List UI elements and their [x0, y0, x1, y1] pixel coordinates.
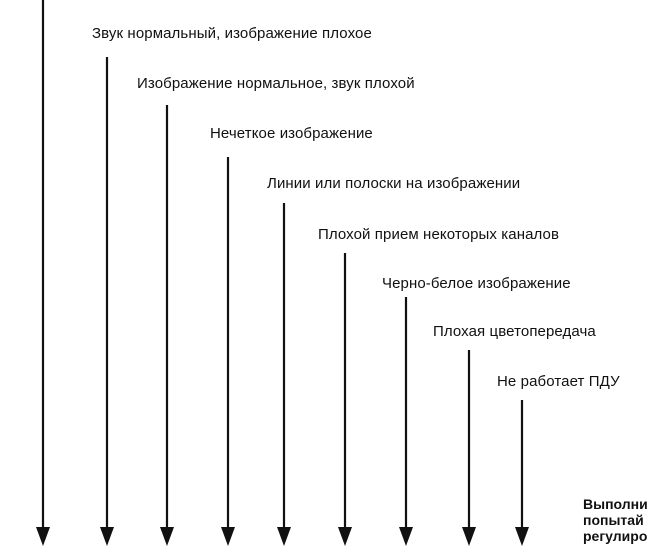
arrowhead-icon: [221, 527, 235, 546]
arrowhead-icon: [338, 527, 352, 546]
symptom-label-poor-color: Плохая цветопередача: [433, 323, 596, 340]
action-note-line-2: попытай: [583, 512, 644, 528]
symptom-label-poor-channel-reception: Плохой прием некоторых каналов: [318, 226, 560, 243]
symptom-label-picture-ok-sound-bad: Изображение нормальное, звук плохой: [137, 75, 415, 92]
arrowhead-icon: [462, 527, 476, 546]
arrowhead-icon: [399, 527, 413, 546]
action-note-line-3: регулиро: [583, 528, 648, 544]
arrowhead-icon: [277, 527, 291, 546]
symptom-label-blurry-picture: Нечеткое изображение: [210, 125, 373, 142]
symptom-label-black-and-white: Черно-белое изображение: [382, 275, 571, 292]
arrow-4: [221, 157, 235, 546]
arrow-6: [338, 253, 352, 546]
arrow-7: [399, 297, 413, 546]
symptom-label-remote-not-working: Не работает ПДУ: [497, 373, 620, 390]
arrowhead-icon: [100, 527, 114, 546]
arrowhead-icon: [515, 527, 529, 546]
arrowhead-icon: [160, 527, 174, 546]
arrowhead-icon: [36, 527, 50, 546]
arrow-3: [160, 105, 174, 546]
arrow-1: [36, 0, 50, 546]
arrow-8: [462, 350, 476, 546]
action-note: [583, 496, 665, 544]
action-note-line-1: Выполни: [583, 496, 648, 512]
symptom-label-lines-on-picture: Линии или полоски на изображении: [267, 175, 521, 192]
arrow-5: [277, 203, 291, 546]
arrow-2: [100, 57, 114, 546]
symptom-label-sound-ok-picture-bad: Звук нормальный, изображение плохое: [92, 25, 372, 42]
arrow-9: [515, 400, 529, 546]
